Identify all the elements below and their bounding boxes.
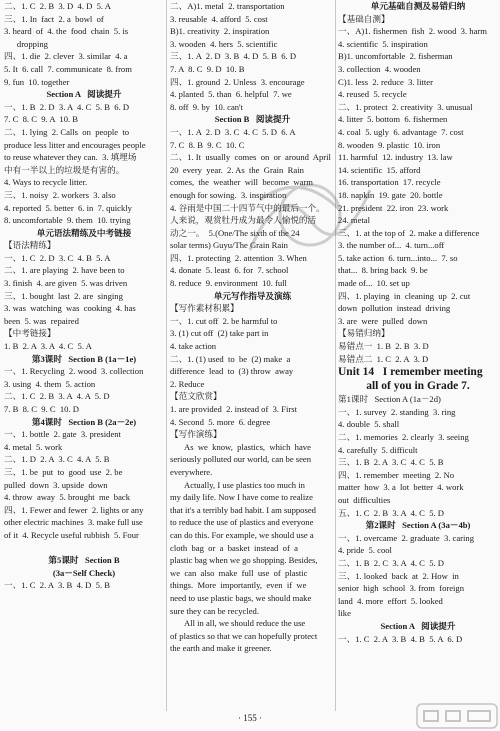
answer-line: difference lead to (3) throw away [170,366,294,377]
answer-line: we can also make full use of plastic [170,567,308,578]
answer-line: 一、1. B 2. D 3. A 4. C 5. B 6. D [4,101,130,112]
answer-line: 8. off 9. by 10. can't [170,101,243,112]
answer-line: 三、1. looked back at 2. How in [338,570,459,581]
answer-line: 18. napkin 19. gate 20. bottle [338,189,443,200]
answer-line: 三、1. A 2. D 3. B 4. D 5. B 6. D [170,51,297,62]
answer-line: 第1课时 Section A (1a－2d) [338,394,441,405]
section-heading: 单元语法精练及中考链接 [36,227,132,238]
answer-line: produce less litter and encourages people [4,139,146,150]
answer-line: 4. reported 5. better 6. in 7. quickly [4,202,132,213]
answer-line: 易错点一 1. B 2. B 3. D [338,341,429,352]
answer-line: B)1. uncomfortable 2. fisherman [338,51,453,62]
answer-line: 二、1. C 2. B 3. A 4. A 5. D [4,391,110,402]
answer-line: 三、1. B 2. A 3. C 4. C 5. B [338,457,444,468]
answer-line: 3. finish 4. are given 5. was driven [4,278,128,289]
answer-line: 4. donate 5. least 6. for 7. school [170,265,289,276]
column-divider [166,0,167,711]
answer-line: can do this. For example, we should use a [170,529,314,540]
answer-line: 一、1. C 2. D 3. C 4. B 5. A [4,252,111,263]
answer-line: things. More importantly, even if we [170,580,307,591]
answer-line: of it 4. Recycle useful rubbish 5. Four [4,529,139,540]
answer-line: 【写作素材积累】 [170,303,239,314]
answer-line: pulled down 3. upside down [4,479,108,490]
answer-line: 3. was watching was cooking 4. has [4,303,136,314]
answer-line: 3. wooden 4. hers 5. scientific [170,38,278,49]
answer-line: sure they can be recycled. [170,605,259,616]
answer-line: 二、1. (1) used to be (2) make a [170,353,291,364]
answer-line: Unit 14 I remember meeting [338,366,483,379]
answer-line: 3. the number of... 4. turn...off [338,240,445,251]
answer-line: 3. (1) cut off (2) take part in [170,328,269,339]
answer-line: 14. scientific 15. afford [338,164,421,175]
answer-line: 三、1. be put to good use 2. be [4,466,123,477]
answer-line: the earth and make it greener. [170,643,272,654]
answer-column-1 [4,0,164,592]
section-heading: 第4课时 Section B (2a－2e) [31,416,137,427]
answer-line: 8. reduce 9. environment 10. full [170,278,287,289]
answer-line: 动之一。 5.(One/The sixth of the 24 [170,227,300,238]
answer-line: 一、1. survey 2. standing 3. ring [338,406,456,417]
answer-line: 4. throw away 5. brought me back [4,492,131,503]
answer-line: 4. metal 5. work [4,441,63,452]
answer-line: 【范文欣赏】 [170,391,222,402]
answer-line: 四、1. playing in cleaning up 2. cut [338,290,471,301]
answer-line: matter how 3. a lot better 4. work [338,482,464,493]
answer-line: 二、1. are playing 2. have been to [4,265,125,276]
answer-line: 【语法精练】 [4,240,56,251]
answer-line: 5. take action 6. turn...into... 7. so [338,252,458,263]
answer-line: 一、1. A 2. D 3. C 4. C 5. D 6. A [170,126,296,137]
answer-line: been 5. was repaired [4,315,79,326]
page-number: · 155 · [238,713,262,723]
section-heading: all of you in Grade 7. [366,380,470,393]
answer-line: that... 8. bring back 9. be [338,265,428,276]
answer-line: 三、1. In fact 2. a bowl of [4,13,104,24]
answer-line: 4. take action [170,341,217,352]
answer-line: 4. carefully 5. difficult [338,444,418,455]
answer-line: 7. C 8. C 9. A 10. B [4,114,79,125]
answer-line: 8. uncomfortable 9. them 10. trying [4,215,131,226]
answer-line: 21. president 22. iron 23. work [338,202,449,213]
answer-line: made of... 10. set up [338,278,410,289]
answer-line: All in all, we should reduce the use [184,618,306,629]
answer-line: 一、1. bottle 2. gate 3. president [4,429,121,440]
answer-line: 2. Reduce [170,378,205,389]
answer-line: 一、1. C 2. A 3. B 4. D 5. B [4,580,111,591]
answer-line: 三、1. at the top of 2. make a difference [338,227,480,238]
answer-line: 二、A)1. metal 2. transportation [170,1,285,11]
answer-line: 一、1. overcame 2. graduate 3. caring [338,532,475,543]
answer-line: everywhere. [170,466,213,477]
answer-column-3 [338,0,498,645]
answer-line: Actually, I use plastics too much in [184,479,305,490]
answer-line: 3. heard of 4. the food chain 5. is [4,26,129,37]
answer-line: enough for sowing. 3. inspiration [170,189,287,200]
answer-line: 四、1. protecting 2. attention 3. When [170,252,307,263]
answer-line: 3. are were pulled down [338,315,428,326]
answer-line: 人来说，观赏牡丹成为最令人愉悦的活 [170,215,317,226]
answer-line: 16. transportation 17. recycle [338,177,441,188]
answer-line: 二、1. memories 2. clearly 3. seeing [338,432,469,442]
answer-line: 1. are provided 2. instead of 3. First [170,404,297,414]
answer-line: plastic bag when we go shopping. Besides, [170,555,318,566]
answer-line: 3. using 4. them 5. action [4,378,96,389]
answer-line: 【基础自测】 [338,13,390,24]
answer-line: 4. reused 5. recycle [338,89,407,100]
answer-line: to reduce the use of plastics and everyone [170,517,314,528]
answer-line [4,542,164,555]
answer-line: 11. harmful 12. industry 13. law [338,152,453,163]
answer-line: senior high school 3. from foreign [338,583,465,594]
answer-line: 二、1. C 2. B 3. D 4. D 5. A [4,1,111,11]
answer-line: 二、1. B 2. C 3. A 4. C 5. D [338,557,445,568]
answer-line: 4. Ways to recycle litter. [4,177,88,188]
answer-line: As we know, plastics, which have [184,441,311,452]
answer-line: like [338,608,351,619]
section-heading: 单元写作指导及演练 [213,290,292,301]
answer-line: 4. litter 5. bottom 6. fishermen [338,114,448,125]
answer-line: 7. B 8. C 9. C 10. D [4,404,79,414]
answer-line: 一、1. cut off 2. be harmful to [170,315,278,326]
answer-line: B)1. creativity 2. inspiration [170,26,270,37]
answer-line: 易错点二 1. C 2. A 3. D [338,353,429,364]
answer-line: 二、1. It usually comes on or around April [170,152,331,163]
answer-line: my daily life. Now I have come to realize [170,492,313,503]
answer-line: 4. Second 5. more 6. degree [170,416,271,427]
answer-column-2 [170,0,335,655]
answer-line: dropping [4,38,48,49]
answer-line: 二、1. lying 2. Calls on people to [4,126,130,137]
answer-line: that it's a terribly bad habit. I am supposed [170,504,316,515]
answer-line: 4. 谷雨是中国二十四节气中的最后一个。 [170,202,325,213]
answer-line: of plastics so that we can hopefully protect [170,630,318,641]
answer-line: to reuse whatever they can. 3. 填埋场 [4,152,137,163]
answer-line: comes, the weather will become warm [170,177,313,188]
answer-line: 一、1. C 2. A 3. B 4. B 5. A 6. D [338,633,463,644]
answer-line: 三、1. bought last 2. are singing [4,290,123,301]
answer-line: 中有一半以上的垃圾是有害的。 [4,164,125,175]
section-heading: 第2课时 Section A (3a－4b) [365,520,471,531]
answer-line: land 4. more effort 5. looked [338,595,443,606]
answer-line: 4. pride 5. cool [338,545,392,556]
answer-line: 4. scientific 5. inspiration [338,38,428,49]
answer-line: 二、1. D 2. A 3. C 4. A 5. B [4,454,110,465]
section-heading: 单元基础自测及易错归纳 [370,1,466,11]
answer-line: other electric machines 3. make full use [4,517,143,528]
answer-line: C)1. less 2. reduce 3. litter [338,76,433,87]
answer-line: 4. coal 5. ugly 6. advantage 7. cost [338,126,464,137]
section-heading: Section A 阅读提升 [46,89,122,100]
answer-line: out difficulties [338,494,391,505]
section-heading: Section B 阅读提升 [214,114,291,125]
answer-line: 7. C 8. B 9. C 10. C [170,139,245,150]
answer-line: 一、A)1. fishermen fish 2. wood 3. harm [338,26,487,37]
answer-line: 五、1. C 2. B 3. A 4. C 5. D [338,507,445,518]
answer-line: 二、1. protect 2. creativity 3. unusual [338,101,473,112]
answer-line: cloth bag or a basket instead of a [170,542,298,553]
section-heading: (3a－Self Check) [52,567,116,578]
answer-line: 9. fun 10. together [4,76,70,87]
section-heading: 第3课时 Section B (1a－1e) [31,353,137,364]
answer-line: 一、1. Recycling 2. wood 3. collection [4,366,144,377]
answer-line: 20 every year. 2. As the Grain Rain [170,164,304,175]
answer-line: solar terms) Guyu/The Grain Rain [170,240,288,251]
section-heading: Section A 阅读提升 [380,620,456,631]
answer-line: 24. metal [338,215,370,226]
column-divider [335,0,336,711]
answer-line: 【中考链接】 [4,328,56,339]
answer-line: 1. B 2. A 3. A 4. C 5. A [4,341,92,352]
answer-line: 四、1. Fewer and fewer 2. lights or any [4,504,144,515]
answer-line: down pollution instead driving [338,303,451,314]
answer-line: 5. It 6. call 7. communicate 8. from [4,63,132,74]
answer-line: 【易错归纳】 [338,328,390,339]
section-heading: 第5课时 Section B [48,555,120,566]
answer-line: 3. collection 4. wooden [338,63,421,74]
answer-line: 4. double 5. shall [338,419,400,430]
answer-line: 四、1. die 2. clever 3. similar 4. a [4,51,128,62]
answer-line: seriously polluted our world, can be seen [170,454,312,465]
answer-line: 四、1. remember meeting 2. No [338,469,454,480]
answer-line: 4. planted 5. than 6. helpful 7. we [170,89,292,100]
answer-line: 【写作演练】 [170,429,222,440]
answer-line: 四、1. ground 2. Unless 3. encourage [170,76,305,87]
answer-line: 三、1. noisy 2. workers 3. also [4,189,116,200]
answer-line: 3. reusable 4. afford 5. cost [170,13,268,24]
answer-line: 8. wooden 9. plastic 10. iron [338,139,441,150]
answer-line: 7. A 8. C 9. D 10. B [170,63,245,74]
answer-line: need to use plastic bags, we should make [170,592,312,603]
